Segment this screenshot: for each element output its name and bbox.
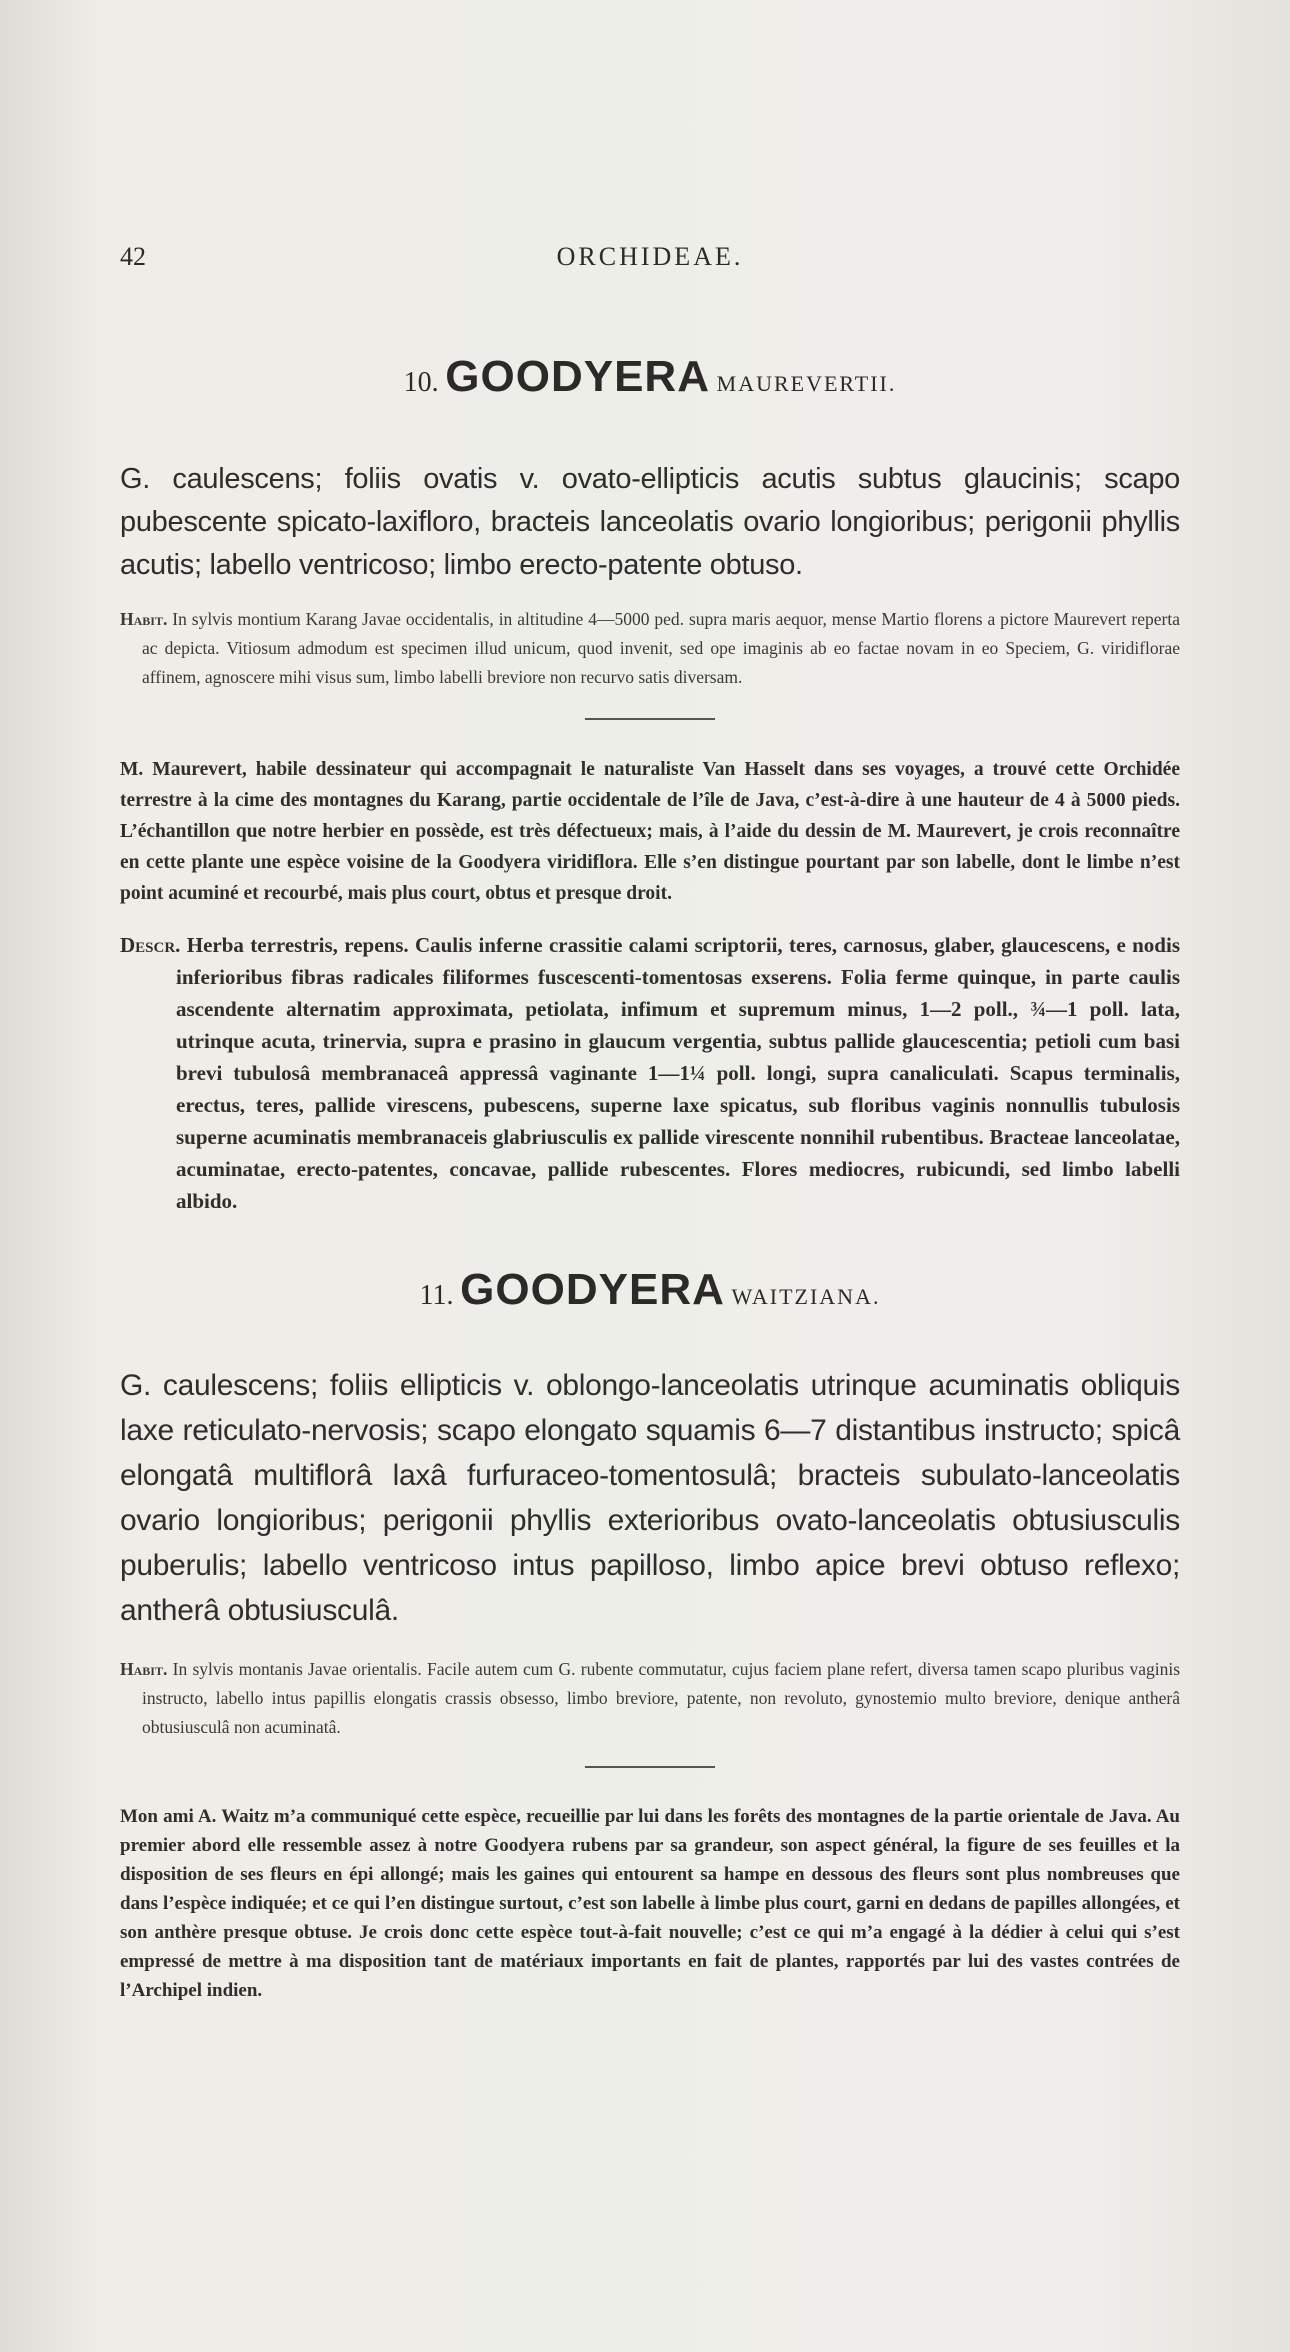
species-10-heading — [120, 352, 1180, 402]
page-content — [120, 340, 1180, 2005]
species-number: 11. — [419, 1280, 454, 1311]
species-10-note: M. Maurevert, habile dessinateur qui accompagnait le naturaliste Van Hasselt dans ses voyages, a trouvé cette Orchidée terrestre à la cime des montagnes du Karang, partie occidentale de l’île de Java, c’est-à-dire à une hauteur de 4 à 5000 pieds. L’échantillon que notre herbier en possède, est très défectueux; mais, à l’aide du dessin de M. Maurevert, je crois reconnaître en cette plante une espèce voisine de la Goodyera viridiflora. Elle s’en distingue pourtant par son labelle, dont le limbe n’est point acuminé et recourbé, mais plus court, obtus et presque droit. — [120, 759, 1180, 904]
divider-rule — [585, 1766, 715, 1768]
species-11-note: Mon ami A. Waitz m’a communiqué cette espèce, recueillie par lui dans les forêts des montagnes de la partie orientale de Java. Au premier abord elle ressemble assez à notre Goodyera rubens par sa grandeur, son aspect général, la figure de ses feuilles et la disposition de ses fleurs en épi allongé; mais les gaines qui entourent sa hampe en dessous des fleurs sont plus nombreuses que dans l’espèce indiquée; et ce qui l’en distingue surtout, c’est son labelle à limbe plus court, garni en dedans de papilles allongées, et son anthère presque obtuse. Je crois donc cette espèce tout-à-fait nouvelle; c’est ce qui m’a engagé à la dédier à celui qui s’est empressé de mettre à ma disposition tant de matériaux importants en fait de plantes, rapportés par lui des vastes contrées de l’Archipel indien. — [120, 1806, 1180, 2001]
divider-rule — [585, 718, 715, 720]
running-header — [120, 242, 1180, 282]
description-text: Herba terrestris, repens. Caulis inferne crassitie calami scriptorii, teres, carnosus, glaber, glaucescens, e nodis inferioribus fibras radicales filiformes fuscescenti-tomentosas exserens. Folia ferme quinque, in parte caulis ascendente alternatim approximata, petiolata, infimum et supremum minus, 1—2 poll., ¾—1 poll. lata, utrinque acuta, trinervia, supra e prasino in glaucum vergentia, subtus pallide glaucescentia; petioli cum basi brevi tubulosâ membranaceâ appressâ vaginante 1—1¼ poll. longi, supra canaliculati. Scapus terminalis, erectus, teres, pallide virescens, pubescens, superne laxe spicatus, sub floribus vaginis nonnullis tubulosis superne acuminatis membranaceis glabriusculis ex pallide virescente nonnihil rubentibus. Bracteae lanceolatae, acuminatae, erecto-patentes, concavae, pallide rubescentes. Flores mediocres, rubicundi, sed limbo labelli albido. — [176, 933, 1180, 1213]
habitat-text: In sylvis montanis Javae orientalis. Facile autem cum G. rubente commutatur, cujus faciem plane refert, diversa tamen scapo pluribus vaginis instructo, labello intus papillis elongatis crassis obsesso, limbo breviore, patente, non revoluto, gynostemio multo breviore, denique antherâ obtusiusculâ non acuminatâ. — [142, 1659, 1180, 1737]
species-number: 10. — [403, 367, 439, 398]
species-11-diagnosis: G. caulescens; foliis ellipticis v. oblongo-lanceolatis utrinque acuminatis obliquis laxe reticulato-nervosis; scapo elongato squamis 6—7 distantibus instructo; spicâ elongatâ multiflorâ laxâ furfuraceo-tomentosulâ; bracteis subulato-lanceolatis ovario longioribus; perigonii phyllis exterioribus ovato-lanceolatis obtusiusculis puberulis; labello ventricoso intus papilloso, limbo apice brevi obtuso reflexo; antherâ obtusiusculâ. — [120, 1369, 1180, 1627]
habitat-text: In sylvis montium Karang Javae occidentalis, in altitudine 4—5000 ped. supra maris aequor, mense Martio florens a pictore Maurevert reperta ac depicta. Vitiosum admodum est specimen illud unicum, quod invenit, sed ope imaginis ab eo factae novam in eo Speciem, G. viridiflorae affinem, agnoscere mihi visus sum, limbo labelli breviore non recurvo satis diversam. — [142, 609, 1181, 687]
species-epithet: WAITZIANA. — [731, 1284, 881, 1309]
species-genus: GOODYERA — [460, 1265, 725, 1314]
species-genus: GOODYERA — [445, 352, 710, 401]
species-10-diagnosis: G. caulescens; foliis ovatis v. ovato-ellipticis acutis subtus glaucinis; scapo pubescente spicato-laxifloro, bracteis lanceolatis ovario longioribus; perigonii phyllis acutis; labello ventricoso; limbo erecto-patente obtuso. — [120, 463, 1180, 581]
species-10-habitat — [120, 605, 1180, 692]
habitat-label: Habit. — [120, 1659, 168, 1679]
species-10-description — [120, 929, 1180, 1217]
page-number: 42 — [120, 242, 146, 271]
habitat-label: Habit. — [120, 609, 168, 629]
running-title: ORCHIDEAE. — [556, 242, 744, 271]
description-label: Descr. — [120, 933, 181, 957]
species-11-heading — [120, 1265, 1180, 1315]
species-epithet: MAUREVERTII. — [716, 371, 897, 396]
species-11-habitat — [120, 1655, 1180, 1742]
